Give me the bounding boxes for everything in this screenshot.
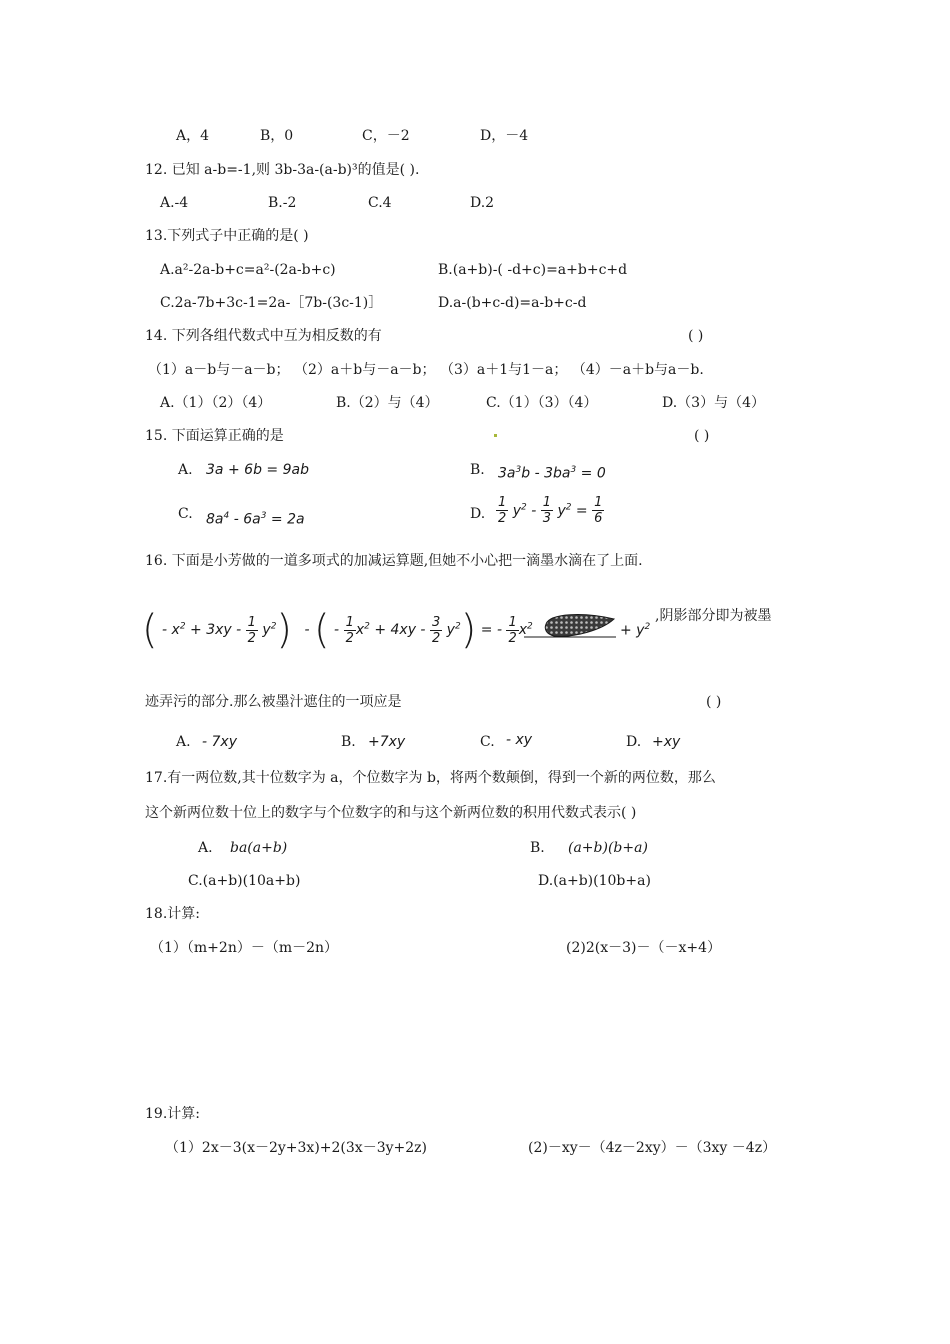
q14-answer-paren: ( )	[688, 328, 704, 344]
q12-option-a: A.-4	[160, 195, 189, 211]
q17-option-d: D.(a+b)(10b+a)	[538, 873, 651, 889]
q13-option-d: D.a-(b+c-d)=a-b+c-d	[438, 295, 587, 311]
q11-option-a: A，4	[176, 128, 210, 144]
q13-option-c: C.2a-7b+3c-1=2a-［7b-(3c-1)］	[160, 295, 383, 311]
q16-option-d-label: D.	[626, 734, 642, 750]
q15-stem: 15. 下面运算正确的是	[145, 428, 284, 444]
q17-option-b-expr: (a+b)(b+a)	[568, 840, 648, 856]
q12-option-d: D.2	[470, 195, 495, 211]
q15-option-c-label: C.	[178, 506, 193, 522]
q15-answer-paren: ( )	[694, 428, 710, 444]
q13-option-a: A.a²-2a-b+c=a²-(2a-b+c)	[160, 262, 336, 278]
q16-option-c-expr: - xy	[506, 732, 533, 748]
q15-option-c-expr: $8a^4 - 6a^3 = 2a$	[206, 511, 305, 528]
stray-dot	[494, 434, 497, 437]
q11-option-b: B，0	[260, 128, 294, 144]
q11-option-c: C，－2	[362, 128, 410, 144]
q16-answer-paren: ( )	[706, 694, 722, 710]
q19-part1: （1）2x－3(x－2y+3x)+2(3x－3y+2z)	[165, 1140, 427, 1156]
q18-title: 18.计算:	[145, 906, 200, 922]
q15-option-a-label: A.	[178, 462, 193, 478]
q17-line1: 17.有一两位数,其十位数字为 a，个位数字为 b，将两个数颠倒，得到一个新的两位数，那么	[145, 770, 716, 786]
q16-option-d-expr: +xy	[652, 734, 681, 750]
q12-option-b: B.-2	[268, 195, 297, 211]
q17-option-a-expr: ba(a+b)	[230, 840, 288, 856]
q14-groups: （1）a－b与－a－b； （2）a＋b与－a－b； （3）a＋1与1－a； （4）－a＋b与a－b.	[148, 362, 704, 378]
q12-option-c: C.4	[368, 195, 392, 211]
q15-option-b-label: B.	[470, 462, 485, 478]
ink-blot-icon	[524, 610, 616, 640]
q11-option-d: D，－4	[480, 128, 529, 144]
q14-option-b: B.（2）与（4）	[336, 395, 439, 411]
q18-part2: (2)2(x－3)－（－x+4）	[566, 940, 721, 956]
q16-option-a-expr: - 7xy	[202, 734, 237, 750]
q14-option-d: D.（3）与（4）	[662, 395, 765, 411]
q13-stem: 13.下列式子中正确的是( )	[145, 228, 309, 244]
q16-continued: 迹弄污的部分.那么被墨汁遮住的一项应是	[145, 694, 402, 710]
q16-option-a-label: A.	[176, 734, 191, 750]
q16-equation: ( - $x^2 + 3xy$ - $\frac{1}{2}$ $y^2$) - ( - $\frac{1}{2}$ $x^2 + 4xy$ - $\frac{3}{2}$ $y^2$) = - $\frac{1}{2}$ $x^2$	[142, 607, 533, 653]
q17-option-c: C.(a+b)(10a+b)	[188, 873, 301, 889]
q12-stem: 12. 已知 a-b=-1,则 3b-3a-(a-b)³的值是( ).	[145, 162, 420, 178]
q16-stem: 16. 下面是小芳做的一道多项式的加减运算题,但她不小心把一滴墨水滴在了上面.	[145, 553, 643, 569]
q16-option-c-label: C.	[480, 734, 495, 750]
q18-part1: （1）（m+2n）－（m－2n）	[150, 940, 339, 956]
q15-option-d-label: D.	[470, 506, 486, 522]
q15-option-d-expr: $\frac{1}{2}$ $y^2$ - $\frac{1}{3}$ $y^2$ = $\frac{1}{6}$	[498, 495, 603, 526]
q19-title: 19.计算:	[145, 1106, 200, 1122]
q16-tail-text: ,阴影部分即为被墨	[655, 608, 772, 624]
q16-y2-term: + $y^2$	[620, 622, 651, 639]
q17-option-b-label: B.	[530, 840, 545, 856]
q14-stem: 14. 下列各组代数式中互为相反数的有	[145, 328, 382, 344]
q17-option-a-label: A.	[198, 840, 213, 856]
q16-option-b-expr: +7xy	[368, 734, 406, 750]
q14-option-c: C.（1）（3）（4）	[486, 395, 598, 411]
q19-part2: (2)－xy－（4z－2xy）－（3xy －4z）	[528, 1140, 777, 1156]
q14-option-a: A.（1）（2）（4）	[160, 395, 272, 411]
q15-option-a-expr: 3a + 6b = 9ab	[206, 462, 309, 478]
q13-option-b: B.(a+b)-( -d+c)=a+b+c+d	[438, 262, 628, 278]
q15-option-b-expr: $3a^3b - 3ba^3 = 0$	[498, 465, 606, 482]
q17-line2: 这个新两位数十位上的数字与个位数字的和与这个新两位数的积用代数式表示( )	[145, 805, 637, 821]
q16-option-b-label: B.	[341, 734, 356, 750]
